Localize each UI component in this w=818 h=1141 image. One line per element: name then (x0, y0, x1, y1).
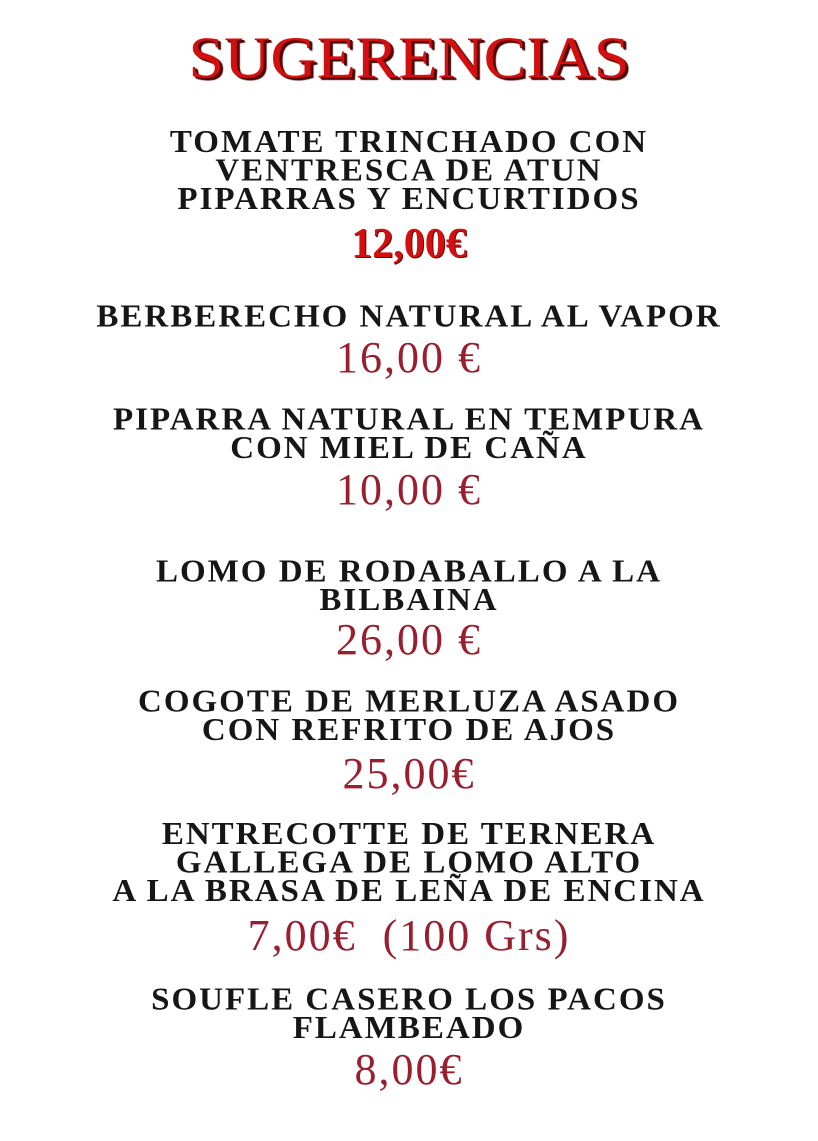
dish-name-line: CON REFRITO DE AJOS (201, 713, 617, 748)
dish-name (0, 554, 818, 618)
dish-price: 10,00 € (336, 465, 482, 514)
dish-name-line: VENTRESCA DE ATUN (215, 153, 603, 189)
dish-name-line: PIPARRAS Y ENCURTIDOS (177, 182, 641, 217)
dish-name (0, 125, 818, 217)
dish-price: 7,00€ (100 Grs) (247, 911, 571, 960)
dish-name-line: COGOTE DE MERLUZA ASADO (138, 684, 680, 719)
dish-name-line: SOUFLE CASERO LOS PACOS (151, 982, 667, 1017)
dish-price: 25,00€ (342, 749, 476, 798)
dish-name (0, 299, 818, 335)
dish-name (0, 684, 818, 748)
dish-name-line: A LA BRASA DE LEÑA DE ENCINA (112, 874, 706, 909)
dish-name-line: LOMO DE RODABALLO A LA (155, 554, 663, 589)
dish-name (0, 982, 818, 1046)
dish-price: 8,00€ (354, 1045, 464, 1094)
dish-price: 16,00 € (336, 333, 482, 382)
page-title: SUGERENCIAS (188, 24, 630, 91)
dish-name-line: PIPARRA NATURAL EN TEMPURA (113, 402, 705, 437)
dish-name-line: TOMATE TRINCHADO CON (169, 125, 649, 160)
dish-name-line: CON MIEL DE CAÑA (230, 431, 588, 466)
dish-name (0, 402, 818, 466)
dish-name-line: BILBAINA (319, 583, 499, 618)
dish-price: 12,00€ (351, 221, 467, 267)
dish-name-line: ENTRECOTTE DE TERNERA (161, 817, 657, 852)
dish-name (0, 817, 818, 909)
dish-name-line: FLAMBEADO (292, 1011, 526, 1046)
dish-name-line: BERBERECHO NATURAL AL VAPOR (96, 299, 722, 335)
dish-name-line: GALLEGA DE LOMO ALTO (175, 845, 643, 881)
dish-price: 26,00 € (336, 615, 482, 664)
